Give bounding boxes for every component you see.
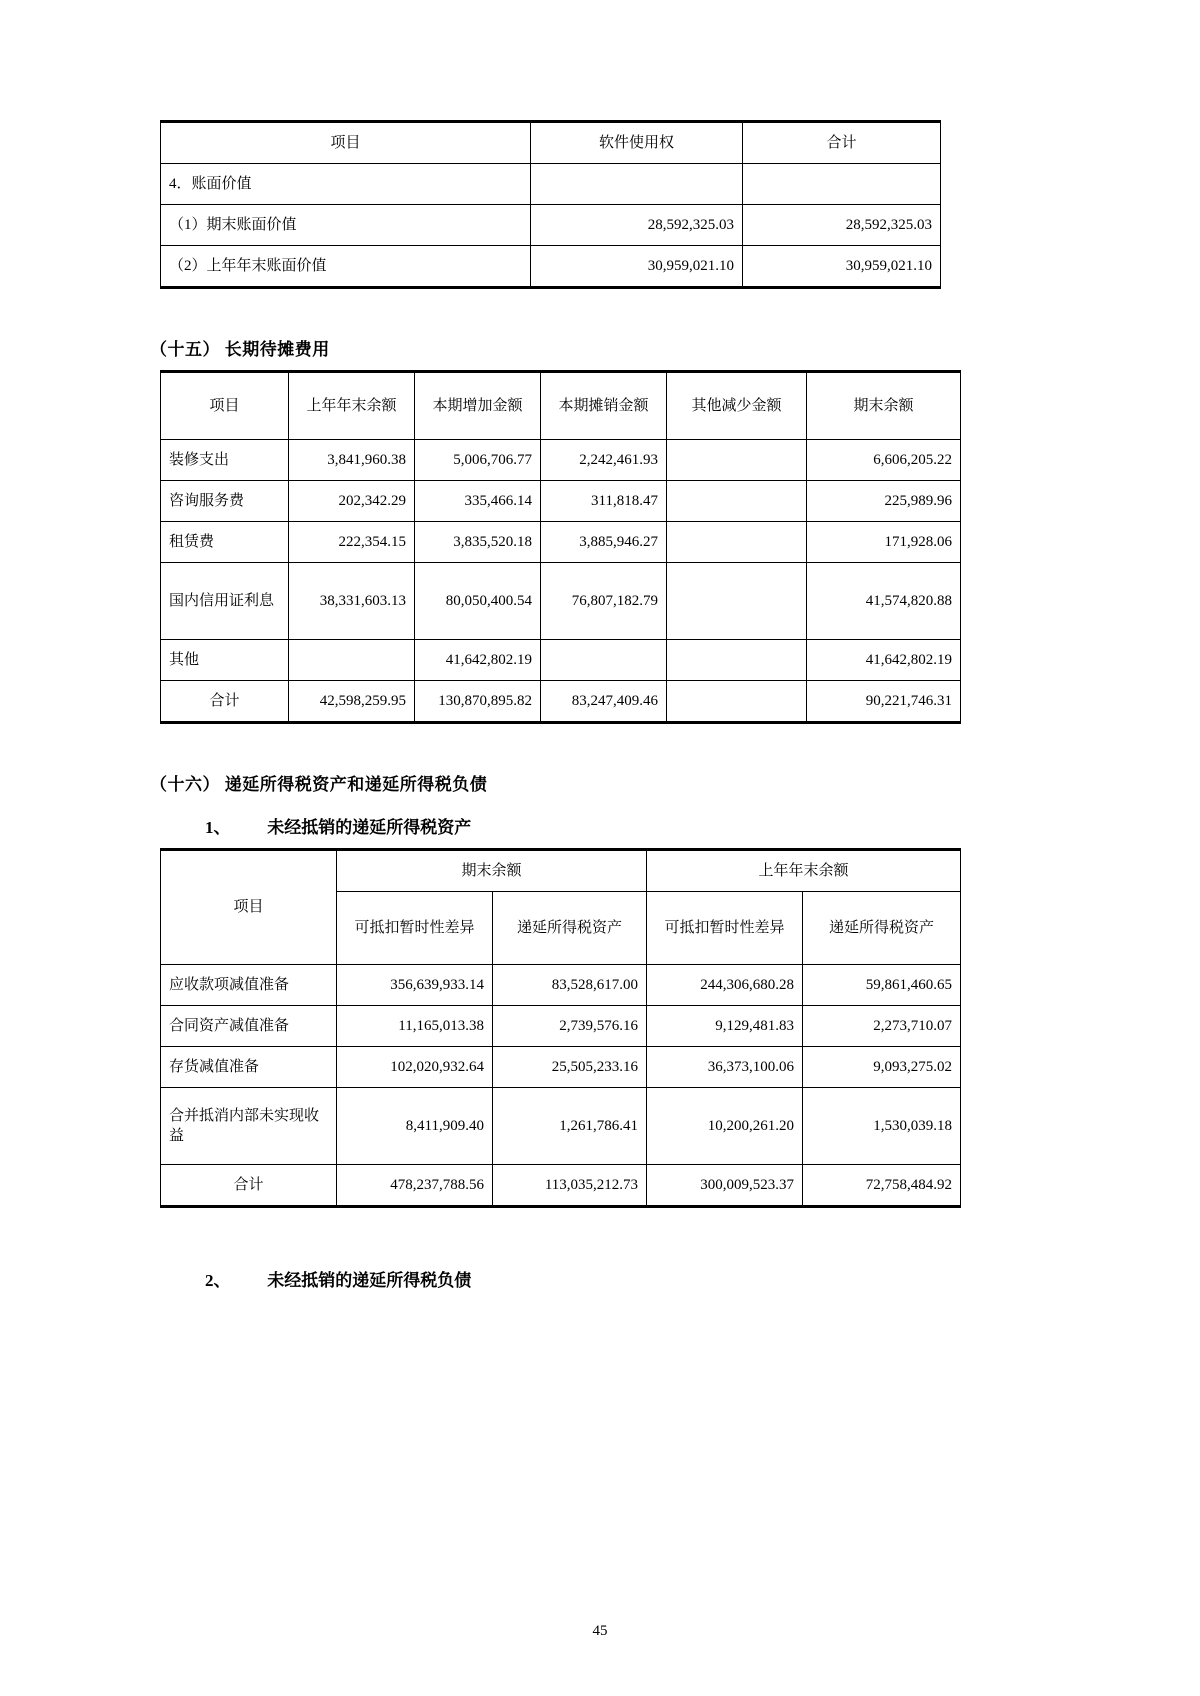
row-end-asset: 2,739,576.16 <box>493 1006 647 1047</box>
row-begin: 42,598,259.95 <box>289 681 415 723</box>
subsection-index: 1、 <box>205 818 231 837</box>
row-other <box>667 640 807 681</box>
row-item: 合计 <box>161 681 289 723</box>
page-number: 45 <box>592 1623 608 1639</box>
row-amort: 83,247,409.46 <box>541 681 667 723</box>
row-end: 41,642,802.19 <box>807 640 961 681</box>
table-row-header <box>161 122 941 164</box>
row-other <box>667 522 807 563</box>
row-prev-asset: 9,093,275.02 <box>803 1047 961 1088</box>
section-heading-15 <box>150 335 1050 360</box>
row-begin: 222,354.15 <box>289 522 415 563</box>
subsection-heading-1 <box>205 813 1050 838</box>
row-item: 国内信用证利息 <box>161 563 289 640</box>
row-prev-asset: 2,273,710.07 <box>803 1006 961 1047</box>
row-label: （2）上年年末账面价值 <box>161 246 531 288</box>
table-row <box>161 522 961 563</box>
row-other <box>667 563 807 640</box>
col-header-prev-deductible-diff: 可抵扣暂时性差异 <box>647 892 803 965</box>
row-add: 3,835,520.18 <box>415 522 541 563</box>
row-add: 130,870,895.82 <box>415 681 541 723</box>
row-other <box>667 440 807 481</box>
table-row <box>161 1047 961 1088</box>
row-end: 90,221,746.31 <box>807 681 961 723</box>
section-index: （十六） <box>150 775 220 794</box>
row-amort: 2,242,461.93 <box>541 440 667 481</box>
row-end: 6,606,205.22 <box>807 440 961 481</box>
row-item: 咨询服务费 <box>161 481 289 522</box>
col-header-end-deferred-asset: 递延所得税资产 <box>493 892 647 965</box>
row-end-diff: 356,639,933.14 <box>337 965 493 1006</box>
col-header-other-decrease: 其他减少金额 <box>667 372 807 440</box>
row-item: 合同资产减值准备 <box>161 1006 337 1047</box>
row-end: 225,989.96 <box>807 481 961 522</box>
row-software: 30,959,021.10 <box>531 246 743 288</box>
table-row-total <box>161 1165 961 1207</box>
row-end-diff: 8,411,909.40 <box>337 1088 493 1165</box>
table-book-value <box>160 120 941 289</box>
col-header-begin-balance: 上年年末余额 <box>289 372 415 440</box>
subsection-index: 2、 <box>205 1271 231 1290</box>
col-header-total: 合计 <box>743 122 941 164</box>
row-label: （1）期末账面价值 <box>161 205 531 246</box>
row-software <box>531 164 743 205</box>
row-prev-asset: 59,861,460.65 <box>803 965 961 1006</box>
row-item: 合计 <box>161 1165 337 1207</box>
col-header-software: 软件使用权 <box>531 122 743 164</box>
row-prev-diff: 9,129,481.83 <box>647 1006 803 1047</box>
table-row <box>161 205 941 246</box>
table-row-header-group <box>161 850 961 892</box>
table-deferred-tax-assets <box>160 848 961 1208</box>
row-amort: 311,818.47 <box>541 481 667 522</box>
row-end-asset: 83,528,617.00 <box>493 965 647 1006</box>
row-item: 存货减值准备 <box>161 1047 337 1088</box>
row-add: 80,050,400.54 <box>415 563 541 640</box>
subsection-heading-2 <box>205 1266 1050 1291</box>
col-header-amortization: 本期摊销金额 <box>541 372 667 440</box>
table-row <box>161 1088 961 1165</box>
row-end-diff: 11,165,013.38 <box>337 1006 493 1047</box>
row-item: 租赁费 <box>161 522 289 563</box>
table-row <box>161 563 961 640</box>
row-amort <box>541 640 667 681</box>
row-end-asset: 25,505,233.16 <box>493 1047 647 1088</box>
row-end: 171,928.06 <box>807 522 961 563</box>
row-total: 30,959,021.10 <box>743 246 941 288</box>
row-begin: 3,841,960.38 <box>289 440 415 481</box>
row-end-diff: 102,020,932.64 <box>337 1047 493 1088</box>
col-header-item: 项目 <box>161 850 337 965</box>
col-header-item: 项目 <box>161 122 531 164</box>
row-amort: 3,885,946.27 <box>541 522 667 563</box>
section-heading-16 <box>150 770 1050 795</box>
subsection-title: 未经抵销的递延所得税资产 <box>267 818 472 837</box>
row-prev-diff: 10,200,261.20 <box>647 1088 803 1165</box>
row-end-asset: 113,035,212.73 <box>493 1165 647 1207</box>
table-long-term-prepaid-expenses <box>160 370 961 724</box>
section-index: （十五） <box>150 340 220 359</box>
table-row <box>161 640 961 681</box>
row-item: 其他 <box>161 640 289 681</box>
row-end-asset: 1,261,786.41 <box>493 1088 647 1165</box>
row-item: 应收款项减值准备 <box>161 965 337 1006</box>
row-prev-asset: 72,758,484.92 <box>803 1165 961 1207</box>
table-row <box>161 164 941 205</box>
table-row <box>161 246 941 288</box>
row-amort: 76,807,182.79 <box>541 563 667 640</box>
col-header-end-deductible-diff: 可抵扣暂时性差异 <box>337 892 493 965</box>
row-item: 装修支出 <box>161 440 289 481</box>
row-prev-asset: 1,530,039.18 <box>803 1088 961 1165</box>
row-total <box>743 164 941 205</box>
table-row-total <box>161 681 961 723</box>
row-prev-diff: 244,306,680.28 <box>647 965 803 1006</box>
spacer <box>150 1208 1050 1248</box>
col-header-increase: 本期增加金额 <box>415 372 541 440</box>
subsection-title: 未经抵销的递延所得税负债 <box>267 1271 472 1290</box>
row-total: 28,592,325.03 <box>743 205 941 246</box>
table-row <box>161 965 961 1006</box>
row-label: 4．账面价值 <box>161 164 531 205</box>
col-header-prev-deferred-asset: 递延所得税资产 <box>803 892 961 965</box>
row-prev-diff: 300,009,523.37 <box>647 1165 803 1207</box>
col-header-item: 项目 <box>161 372 289 440</box>
row-begin <box>289 640 415 681</box>
col-header-end-balance: 期末余额 <box>337 850 647 892</box>
row-begin: 202,342.29 <box>289 481 415 522</box>
row-add: 335,466.14 <box>415 481 541 522</box>
col-header-end-balance: 期末余额 <box>807 372 961 440</box>
section-title: 递延所得税资产和递延所得税负债 <box>224 775 488 794</box>
table-row <box>161 440 961 481</box>
row-item: 合并抵消内部未实现收益 <box>161 1088 337 1165</box>
row-add: 41,642,802.19 <box>415 640 541 681</box>
row-other <box>667 681 807 723</box>
row-add: 5,006,706.77 <box>415 440 541 481</box>
row-end: 41,574,820.88 <box>807 563 961 640</box>
row-end-diff: 478,237,788.56 <box>337 1165 493 1207</box>
col-header-prev-balance: 上年年末余额 <box>647 850 961 892</box>
section-title: 长期待摊费用 <box>224 340 330 359</box>
table-row-header <box>161 372 961 440</box>
table-row <box>161 481 961 522</box>
row-begin: 38,331,603.13 <box>289 563 415 640</box>
row-prev-diff: 36,373,100.06 <box>647 1047 803 1088</box>
table-row <box>161 1006 961 1047</box>
row-other <box>667 481 807 522</box>
row-software: 28,592,325.03 <box>531 205 743 246</box>
